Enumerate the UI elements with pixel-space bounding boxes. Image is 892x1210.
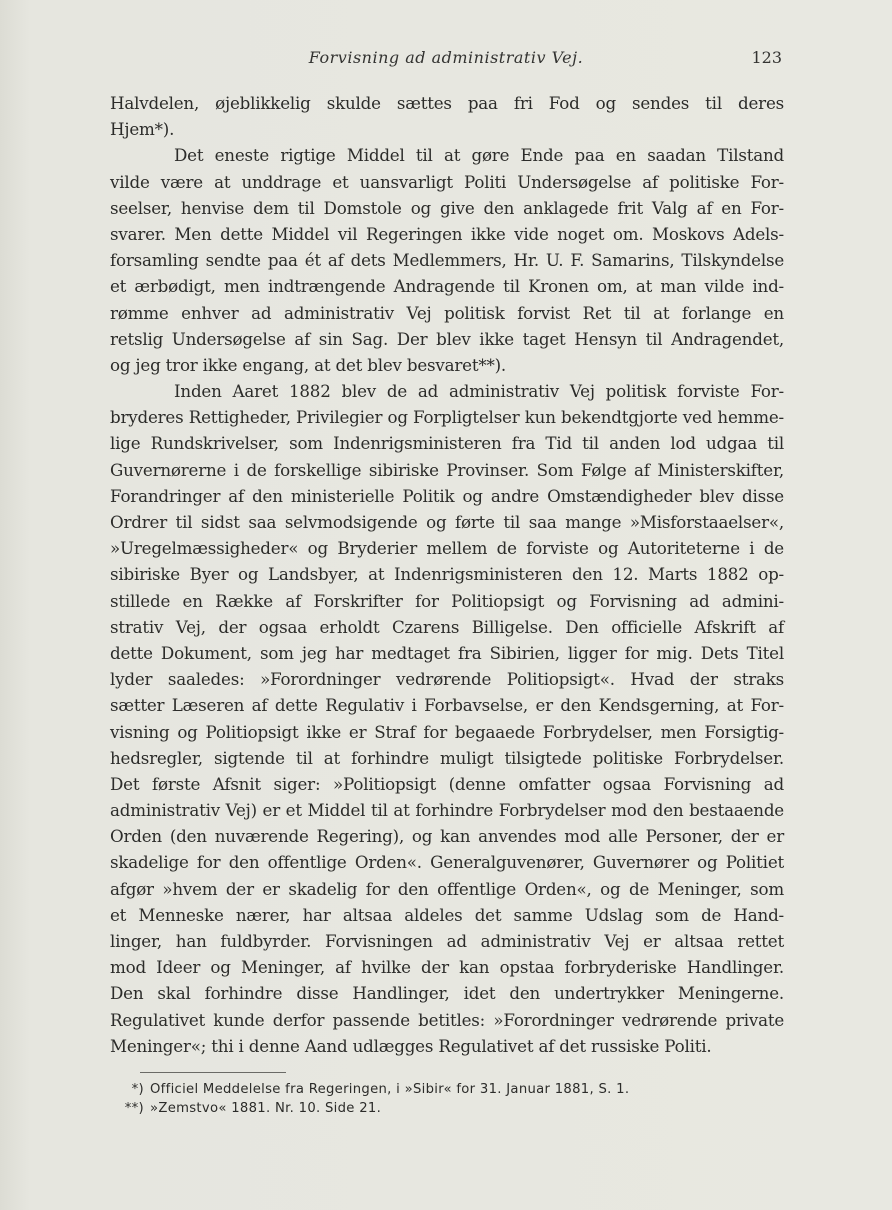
text-line: Det første Afsnit siger: »Politiopsigt (denne omfatter ogsaa Forvisning ad (110, 773, 784, 794)
footnote-text: Officiel Meddelelse fra Regeringen, i »Sibir« for 31. Januar 1881, S. 1. (150, 1082, 630, 1097)
footnotes (110, 1080, 770, 1118)
text-line: Guvernørerne i de forskellige sibiriske Provinser. Som Følge af Ministerskifter, (110, 459, 784, 480)
text-line: dette Dokument, som jeg har medtaget fra Sibirien, ligger for mig. Dets Titel (110, 642, 784, 663)
text-line: visning og Politiopsigt ikke er Straf for begaaede Forbrydelser, men Forsigtig- (110, 721, 784, 742)
text-line: afgør »hvem der er skadelig for den offentlige Orden«, og de Meninger, som (110, 878, 784, 899)
text-line: hedsregler, sigtende til at forhindre muligt tilsigtede politiske Forbrydelser. (110, 747, 784, 768)
text-line: og jeg tror ikke engang, at det blev besvaret**). (110, 354, 507, 375)
running-title: Forvisning ad administrativ Vej. (308, 48, 584, 67)
text-line: administrativ Vej) er et Middel til at forhindre Forbrydelser mod den bestaaende (110, 800, 784, 821)
text-line: strativ Vej, der ogsaa erholdt Czarens Billigelse. Den officielle Afskrift af (110, 616, 784, 637)
text-line: Inden Aaret 1882 blev de ad administrativ Vej politisk forviste For- (174, 381, 784, 402)
body-text (110, 90, 784, 1059)
text-line: mod Ideer og Meninger, af hvilke der kan opstaa forbryderiske Handlinger. (110, 957, 784, 978)
text-line: rømme enhver ad administrativ Vej politisk forvist Ret til at forlange en (110, 302, 784, 323)
text-line: Ordrer til sidst saa selvmodsigende og førte til saa mange »Misforstaaelser«, (110, 512, 784, 532)
text-line: et ærbødigt, men indtrængende Andragende til Kronen om, at man vilde ind- (110, 276, 784, 297)
text-line: sætter Læseren af dette Regulativ i Forbavselse, er den Kendsgerning, at For- (110, 695, 784, 716)
text-line: lige Rundskrivelser, som Indenrigsministeren fra Tid til anden lod udgaa til (110, 433, 784, 454)
text-line: skadelige for den offentlige Orden«. Generalguvenører, Guvernører og Politiet (110, 852, 784, 873)
text-line: linger, han fuldbyrder. Forvisningen ad administrativ Vej er altsaa rettet (110, 931, 784, 951)
text-line: Halvdelen, øjeblikkelig skulde sættes paa fri Fod og sendes til deres (110, 93, 784, 113)
text-line: retslig Undersøgelse af sin Sag. Der blev ikke taget Hensyn til Andragendet, (110, 328, 784, 349)
running-head (110, 48, 782, 72)
footnote-text: »Zemstvo« 1881. Nr. 10. Side 21. (150, 1101, 382, 1116)
text-line: Regulativet kunde derfor passende betitles: »Forordninger vedrørende private (110, 1009, 784, 1030)
text-line: Det eneste rigtige Middel til at gøre Ende paa en saadan Tilstand (174, 145, 784, 166)
text-line: Orden (den nuværende Regering), og kan anvendes mod alle Personer, der er (110, 826, 784, 847)
footnote-mark: **) (124, 1101, 144, 1116)
text-line: bryderes Rettigheder, Privilegier og Forpligtelser kun bekendtgjorte ved hemme- (110, 407, 784, 428)
text-line: vilde være at unddrage et uansvarligt Politi Undersøgelse af politiske For- (110, 171, 784, 192)
text-line: lyder saaledes: »Forordninger vedrørende Politiopsigt«. Hvad der straks (110, 669, 784, 690)
text-line: »Uregelmæssigheder« og Bryderier mellem de forviste og Autoriteterne i de (110, 538, 784, 559)
text-line: et Menneske nærer, har altsaa aldeles det samme Udslag som de Hand- (110, 904, 784, 925)
footnote (110, 1099, 770, 1118)
text-line: Forandringer af den ministerielle Politik og andre Omstændigheder blev disse (110, 485, 784, 506)
text-line: Meninger«; thi i denne Aand udlægges Regulativet af det russiske Politi. (110, 1035, 712, 1056)
text-line: sibiriske Byer og Landsbyer, at Indenrigsministeren den 12. Marts 1882 op- (110, 564, 784, 585)
text-line: forsamling sendte paa ét af dets Medlemmers, Hr. U. F. Samarins, Tilskyndelse (110, 250, 784, 271)
text-line: stillede en Række af Forskrifter for Politiopsigt og Forvisning ad admini- (110, 590, 784, 611)
footnote-mark: *) (131, 1082, 144, 1097)
page-number: 123 (751, 48, 782, 67)
text-line: Hjem*). (110, 119, 175, 140)
footnote-divider (140, 1072, 286, 1073)
footnote (110, 1080, 770, 1099)
text-line: svarer. Men dette Middel vil Regeringen ikke vide noget om. Moskovs Adels- (110, 223, 784, 244)
text-line: Den skal forhindre disse Handlinger, idet den undertrykker Meningerne. (110, 983, 784, 1004)
text-line: seelser, henvise dem til Domstole og give den anklagede frit Valg af en For- (110, 197, 784, 218)
